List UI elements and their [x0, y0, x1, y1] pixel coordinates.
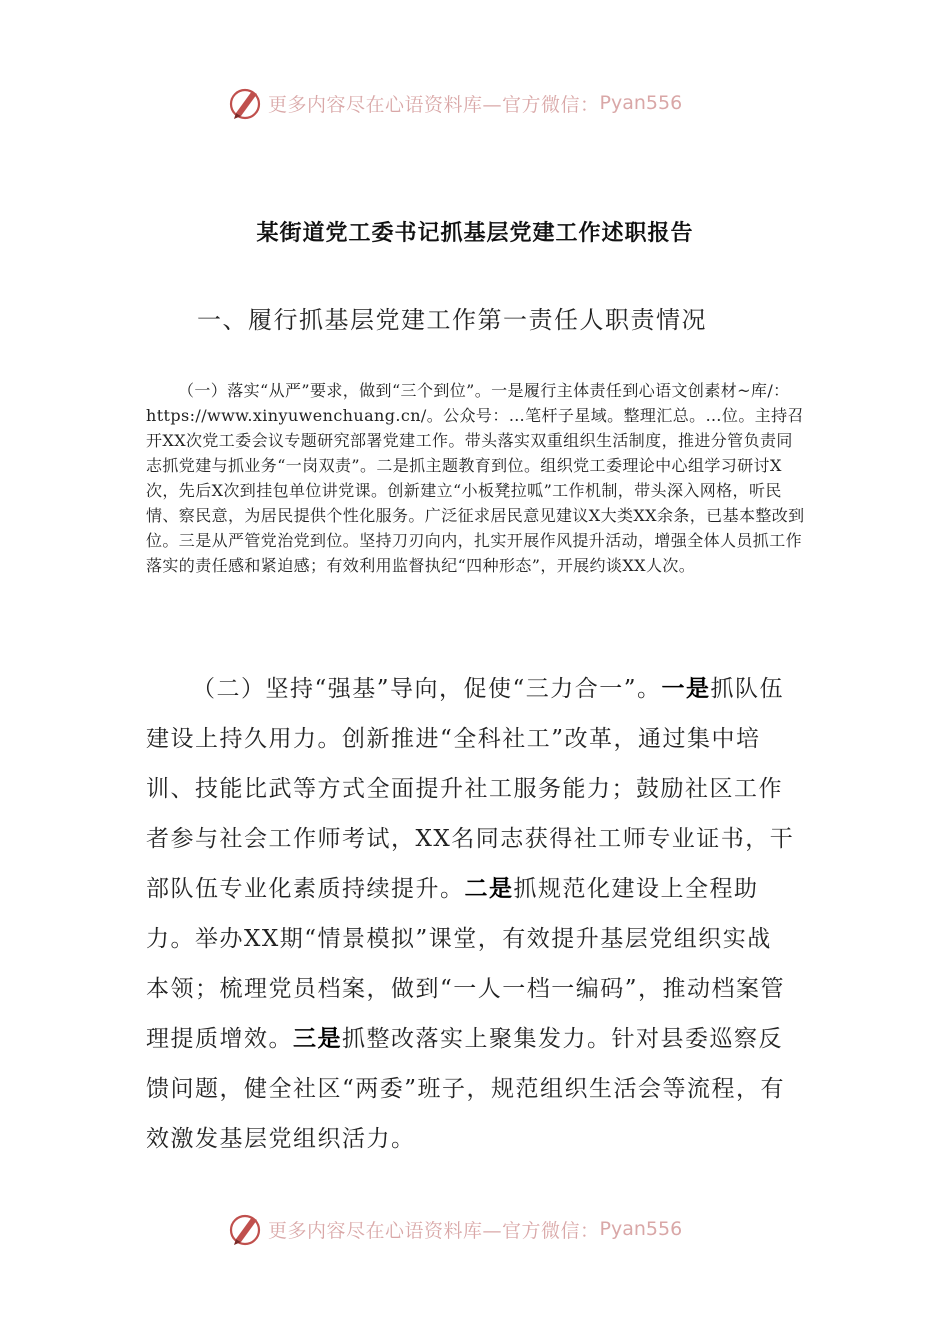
point-1-marker: 一是: [661, 675, 711, 702]
point-2-text: 抓规范化建设上全程助力。举办XX期“情景模拟”课堂，有效提升基层党组织实战本领；梳理党员档案，做到“一人一档一编码”，推动档案管理提质增效。: [146, 876, 786, 1052]
paragraph-1-text: （一）落实“从严”要求，做到“三个到位”。一是履行主体责任到心语文创素材~库/：https://www.xinyuwenchuang.cn/。公众号：…笔杆子星域。整理汇总。…位。主持召开XX次党工委会议专题研究部署党建工作。带头落实双重组织生活制度，推进分管负责同志抓党建与抓业务“一岗双责”。二是抓主题教育到位。组织党工委理论中心组学习研讨X次，先后X次到挂包单位讲党课。创新建立“小板凳拉呱”工作机制，带头深入网格，听民情、察民意，为居民提供个性化服务。广泛征求居民意见建议X大类XX余条，已基本整改到位。三是从严管党治党到位。坚持刀刃向内，扎实开展作风提升活动，增强全体人员抓工作落实的责任感和紧迫感；有效利用监督执纪“四种形态”，开展约谈XX人次。: [146, 381, 805, 575]
point-3-text: 抓整改落实上聚集发力。针对县委巡察反馈问题，健全社区“两委”班子，规范组织生活会等流程，有效激发基层党组织活力。: [146, 1026, 786, 1152]
watermark-banner-top: [228, 83, 682, 123]
paragraph-1: [146, 378, 806, 578]
watermark-banner-bottom: [228, 1209, 682, 1249]
document-title: 某街道党工委书记抓基层党建工作述职报告: [256, 220, 694, 246]
watermark-wechat-id: Pyan556: [599, 1218, 683, 1240]
point-1-text: 抓队伍建设上持久用力。创新推进“全科社工”改革，通过集中培训、技能比武等方式全面提升社工服务能力；鼓励社区工作者参与社会工作师考试，XX名同志获得社工师专业证书，干部队伍专业化素质持续提升。: [146, 676, 795, 902]
watermark-wechat-id: Pyan556: [599, 92, 683, 114]
point-3-marker: 三是: [293, 1025, 342, 1052]
paragraph-2-lead: （二）坚持“强基”导向，促使“三力合一”。: [192, 676, 662, 702]
section-heading: 一、履行抓基层党建工作第一责任人职责情况: [197, 306, 707, 334]
point-2-marker: 二是: [464, 875, 514, 902]
pen-brush-icon: [228, 85, 264, 121]
watermark-text: 更多内容尽在心语资料库—官方微信：: [268, 93, 600, 116]
pen-brush-icon: [228, 1211, 264, 1247]
watermark-text: 更多内容尽在心语资料库—官方微信：: [268, 1219, 600, 1242]
paragraph-2: [146, 664, 796, 1164]
